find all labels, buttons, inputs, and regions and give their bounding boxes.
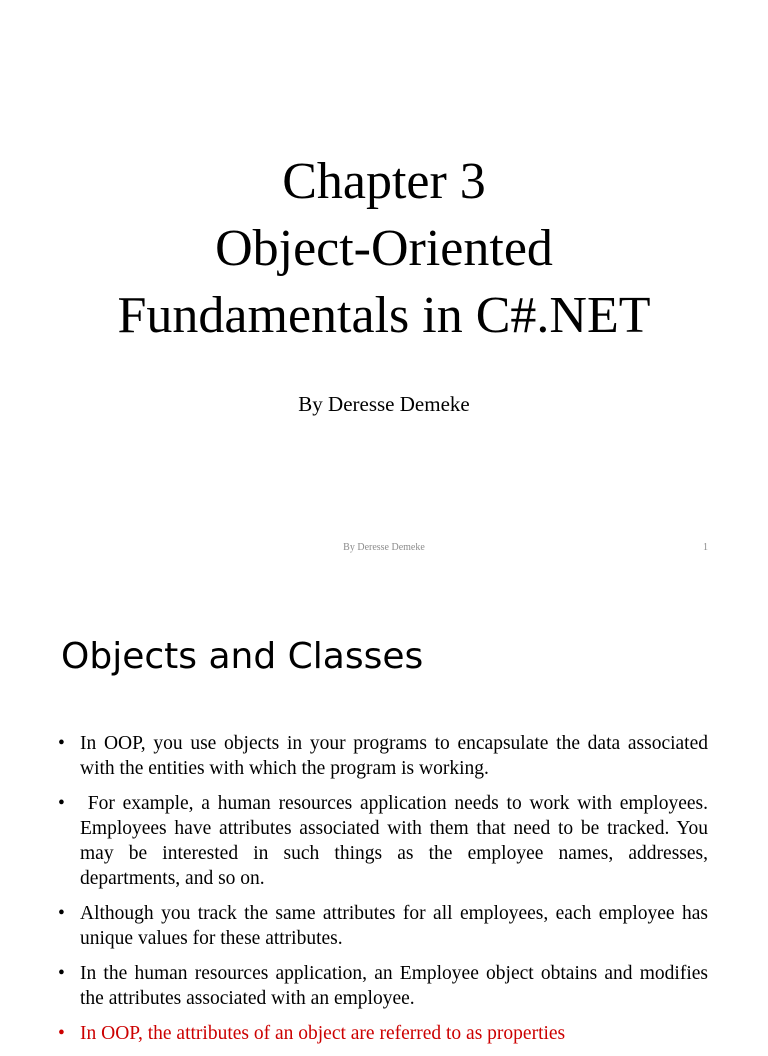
bullet-item xyxy=(58,901,708,951)
bullet-list xyxy=(58,731,713,1056)
slide-title xyxy=(0,148,768,349)
bullet-item-highlighted xyxy=(58,1021,708,1046)
bullet-text: For example, a human resources application needs to work with employees. Employees have attributes associated with them that need to be tracked. You may be interested in such things as the employee names, addresses, departments, and so on. xyxy=(80,793,713,889)
bullet-text: In OOP, the attributes of an object are referred to as properties xyxy=(80,1023,566,1044)
footer-author: By Deresse Demeke xyxy=(343,542,425,553)
bullet-text: In OOP, you use objects in your programs to encapsulate the data associated with the entities with which the program is working. xyxy=(80,733,708,779)
bullet-icon: • xyxy=(58,903,65,924)
bullet-icon: • xyxy=(58,963,65,984)
bullet-icon: • xyxy=(58,733,65,754)
bullet-text: In the human resources application, an Employee object obtains and modifies the attributes associated with an employee. xyxy=(80,963,708,1009)
bullet-item xyxy=(58,961,708,1011)
bullet-icon: • xyxy=(58,793,65,814)
slide-heading: Objects and Classes xyxy=(61,636,424,677)
title-line-subtopic: Fundamentals in C#.NET xyxy=(117,287,651,344)
title-line-topic: Object-Oriented xyxy=(215,220,553,277)
bullet-item xyxy=(58,791,713,891)
author-line: By Deresse Demeke xyxy=(298,392,470,416)
bullet-icon: • xyxy=(58,1023,65,1044)
title-line-chapter: Chapter 3 xyxy=(282,153,486,210)
bullet-text: Although you track the same attributes for all employees, each employee has unique values for these attributes. xyxy=(80,903,708,949)
objects-classes-slide xyxy=(0,576,768,1044)
page-number: 1 xyxy=(703,542,708,553)
bullet-item xyxy=(58,731,708,781)
